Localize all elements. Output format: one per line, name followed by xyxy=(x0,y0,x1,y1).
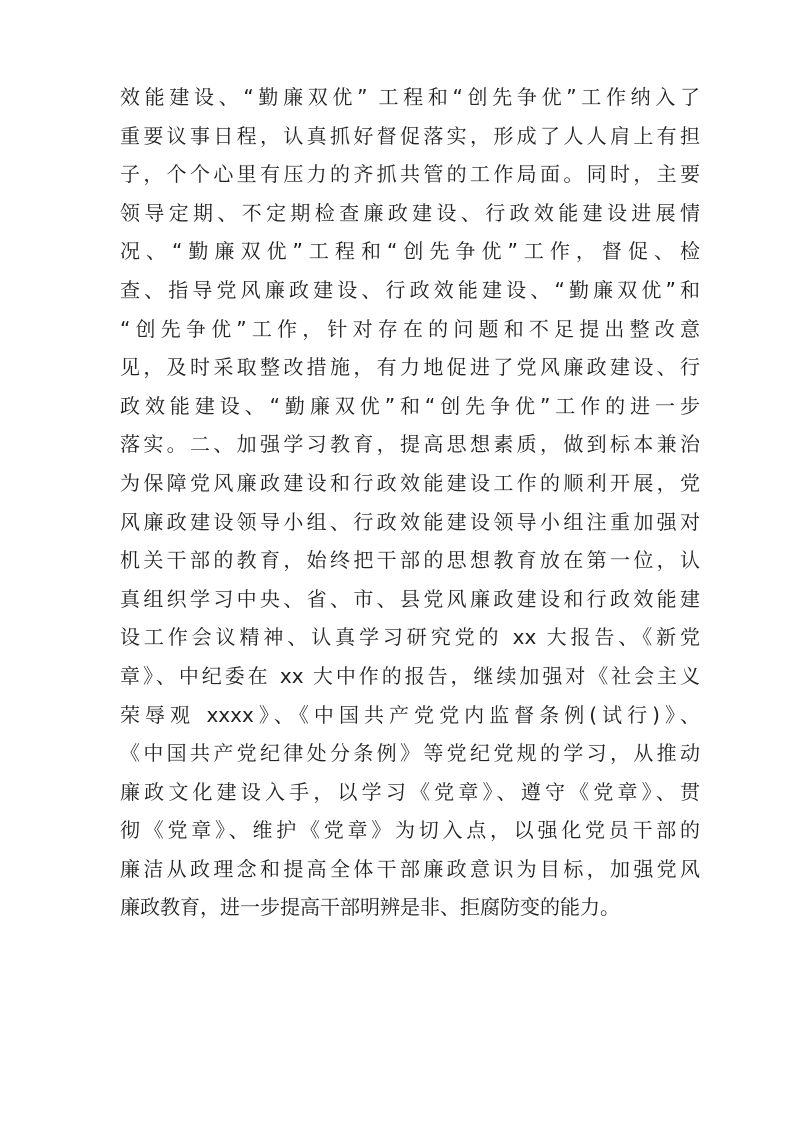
text-line: 廉政教育，进一步提高干部明辨是非、拒腐防变的能力。 xyxy=(120,895,620,920)
text-line: 落实。二、加强学习教育，提高思想素质，做到标本兼治 xyxy=(120,432,700,457)
text-line: 机关干部的教育，始终把干部的思想教育放在第一位，认 xyxy=(120,548,700,573)
text-line: 廉政文化建设入手，以学习《党章》、遵守《党章》、贯 xyxy=(120,779,700,804)
text-line: 查、指导党风廉政建设、行政效能建设、“勤廉双优”和 xyxy=(120,277,700,302)
text-line: 真组织学习中央、省、市、县党风廉政建设和行政效能建 xyxy=(120,586,700,611)
text-line: 效能建设、“勤廉双优” 工程和“创先争优”工作纳入了 xyxy=(120,85,700,109)
text-line: 政效能建设、“勤廉双优”和“创先争优”工作的进一步 xyxy=(120,393,700,418)
body-paragraph xyxy=(120,78,700,927)
text-line: 风廉政建设领导小组、行政效能建设领导小组注重加强对 xyxy=(120,509,700,534)
text-line: 《中国共产党纪律处分条例》等党纪党规的学习，从推动 xyxy=(120,741,700,766)
text-line: 重要议事日程，认真抓好督促落实，形成了人人肩上有担 xyxy=(120,123,700,148)
text-line: 况、“勤廉双优”工程和“创先争优”工作，督促、检 xyxy=(120,239,700,264)
text-line: 为保障党风廉政建设和行政效能建设工作的顺利开展，党 xyxy=(120,470,700,495)
text-line: 设工作会议精神、认真学习研究党的 xx 大报告、《新党 xyxy=(120,625,700,650)
text-line: 见，及时采取整改措施，有力地促进了党风廉政建设、行 xyxy=(120,355,700,380)
text-line: 荣辱观 xxxx》、《中国共产党党内监督条例(试行)》、 xyxy=(120,702,700,727)
text-line: “创先争优”工作，针对存在的问题和不足提出整改意 xyxy=(120,316,700,341)
text-line: 子，个个心里有压力的齐抓共管的工作局面。同时，主要 xyxy=(120,162,700,187)
text-line: 廉洁从政理念和提高全体干部廉政意识为目标，加强党风 xyxy=(120,856,700,881)
text-line: 章》、中纪委在 xx 大中作的报告，继续加强对《社会主义 xyxy=(120,663,700,688)
text-line: 领导定期、不定期检查廉政建设、行政效能建设进展情 xyxy=(120,200,700,225)
text-line: 彻《党章》、维护《党章》为切入点，以强化党员干部的 xyxy=(120,818,700,843)
